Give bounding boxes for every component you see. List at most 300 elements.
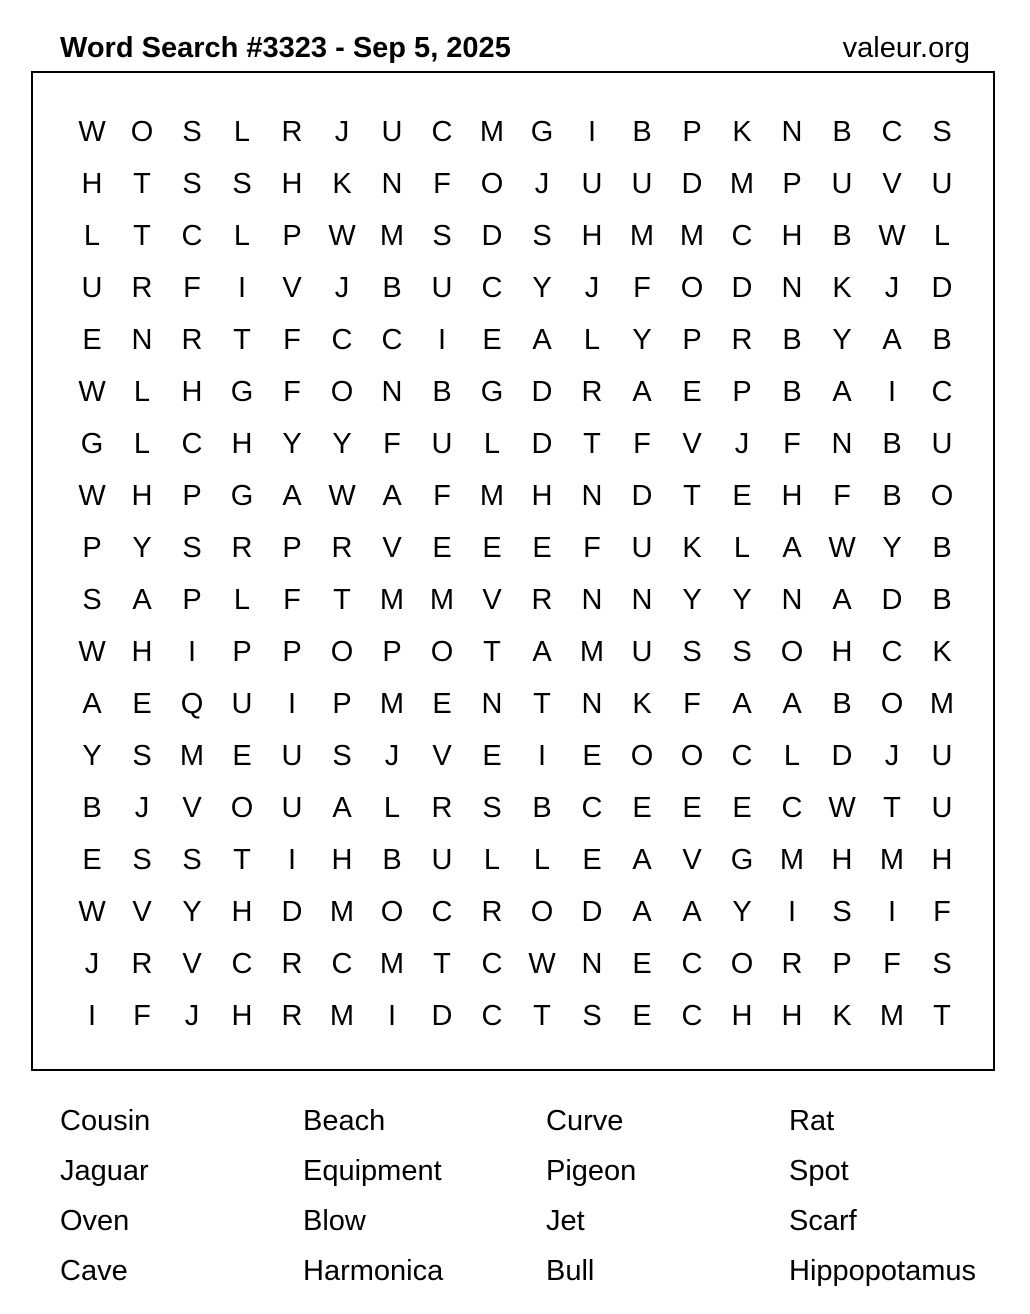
grid-cell[interactable]: E — [432, 688, 452, 720]
grid-cell[interactable]: Y — [532, 272, 552, 304]
grid-cell[interactable]: A — [332, 792, 352, 824]
grid-cell[interactable]: M — [379, 688, 405, 720]
grid-cell[interactable]: P — [182, 584, 202, 616]
grid-cell[interactable]: B — [782, 376, 802, 408]
grid-cell[interactable]: T — [333, 584, 351, 616]
grid-cell[interactable]: H — [131, 636, 153, 668]
grid-cell[interactable]: L — [583, 324, 601, 356]
grid-cell[interactable]: U — [281, 792, 303, 824]
grid-cell[interactable]: U — [631, 532, 653, 564]
grid-cell[interactable]: L — [83, 220, 101, 252]
grid-cell[interactable]: B — [632, 116, 652, 148]
grid-cell[interactable]: S — [182, 532, 202, 564]
grid-cell[interactable]: E — [582, 740, 602, 772]
grid-cell[interactable]: R — [431, 792, 453, 824]
grid-cell[interactable]: J — [534, 168, 550, 200]
grid-cell[interactable]: K — [832, 1000, 852, 1032]
grid-cell[interactable]: Y — [332, 428, 352, 460]
grid-cell[interactable]: P — [682, 116, 702, 148]
grid-cell[interactable]: W — [828, 532, 856, 564]
grid-cell[interactable]: B — [382, 272, 402, 304]
grid-cell[interactable]: L — [133, 428, 151, 460]
grid-cell[interactable]: T — [533, 1000, 551, 1032]
grid-cell[interactable]: A — [882, 324, 902, 356]
grid-cell[interactable]: C — [231, 948, 253, 980]
grid-cell[interactable]: R — [281, 1000, 303, 1032]
grid-cell[interactable]: L — [233, 584, 251, 616]
grid-cell[interactable]: I — [887, 896, 897, 928]
grid-cell[interactable]: Y — [682, 584, 702, 616]
grid-cell[interactable]: B — [932, 532, 952, 564]
grid-cell[interactable]: M — [379, 948, 405, 980]
grid-cell[interactable]: S — [82, 584, 102, 616]
grid-cell[interactable]: K — [682, 532, 702, 564]
grid-cell[interactable]: C — [581, 792, 603, 824]
grid-cell[interactable]: R — [181, 324, 203, 356]
grid-cell[interactable]: D — [481, 220, 503, 252]
grid-cell[interactable]: N — [581, 688, 603, 720]
grid-cell[interactable]: C — [481, 948, 503, 980]
grid-cell[interactable]: F — [933, 896, 951, 928]
grid-cell[interactable]: A — [532, 324, 552, 356]
grid-cell[interactable]: L — [133, 376, 151, 408]
grid-cell[interactable]: S — [482, 792, 502, 824]
grid-cell[interactable]: M — [329, 1000, 355, 1032]
grid-cell[interactable]: I — [787, 896, 797, 928]
grid-cell[interactable]: R — [331, 532, 353, 564]
grid-cell[interactable]: D — [431, 1000, 453, 1032]
grid-cell[interactable]: V — [682, 428, 702, 460]
grid-cell[interactable]: B — [432, 376, 452, 408]
grid-cell[interactable]: R — [731, 324, 753, 356]
grid-cell[interactable]: Q — [180, 688, 204, 720]
grid-cell[interactable]: T — [933, 1000, 951, 1032]
grid-cell[interactable]: N — [781, 584, 803, 616]
grid-cell[interactable]: C — [331, 324, 353, 356]
grid-cell[interactable]: F — [183, 272, 201, 304]
grid-cell[interactable]: R — [481, 896, 503, 928]
grid-cell[interactable]: H — [531, 480, 553, 512]
grid-cell[interactable]: H — [781, 1000, 803, 1032]
grid-cell[interactable]: N — [581, 480, 603, 512]
grid-cell[interactable]: L — [233, 220, 251, 252]
grid-cell[interactable]: S — [332, 740, 352, 772]
grid-cell[interactable]: F — [383, 428, 401, 460]
grid-cell[interactable]: U — [631, 636, 653, 668]
grid-cell[interactable]: M — [329, 896, 355, 928]
grid-cell[interactable]: N — [781, 272, 803, 304]
grid-cell[interactable]: B — [382, 844, 402, 876]
grid-cell[interactable]: P — [282, 636, 302, 668]
grid-cell[interactable]: W — [328, 220, 356, 252]
grid-cell[interactable]: R — [581, 376, 603, 408]
grid-cell[interactable]: A — [632, 376, 652, 408]
grid-cell[interactable]: F — [633, 428, 651, 460]
grid-cell[interactable]: I — [287, 688, 297, 720]
grid-cell[interactable]: O — [880, 688, 904, 720]
grid-cell[interactable]: F — [133, 1000, 151, 1032]
grid-cell[interactable]: S — [132, 844, 152, 876]
grid-cell[interactable]: E — [632, 792, 652, 824]
grid-cell[interactable]: S — [532, 220, 552, 252]
grid-cell[interactable]: D — [531, 376, 553, 408]
grid-cell[interactable]: C — [381, 324, 403, 356]
grid-cell[interactable]: I — [237, 272, 247, 304]
grid-cell[interactable]: L — [483, 844, 501, 876]
grid-cell[interactable]: O — [330, 376, 354, 408]
grid-cell[interactable]: O — [680, 272, 704, 304]
grid-cell[interactable]: I — [87, 1000, 97, 1032]
grid-cell[interactable]: J — [334, 272, 350, 304]
grid-cell[interactable]: L — [233, 116, 251, 148]
grid-cell[interactable]: M — [679, 220, 705, 252]
grid-cell[interactable]: U — [381, 116, 403, 148]
grid-cell[interactable]: D — [931, 272, 953, 304]
grid-cell[interactable]: O — [480, 168, 504, 200]
grid-cell[interactable]: D — [281, 896, 303, 928]
grid-cell[interactable]: K — [732, 116, 752, 148]
grid-cell[interactable]: G — [530, 116, 554, 148]
grid-cell[interactable]: M — [879, 1000, 905, 1032]
grid-cell[interactable]: D — [681, 168, 703, 200]
grid-cell[interactable]: J — [584, 272, 600, 304]
grid-cell[interactable]: O — [680, 740, 704, 772]
grid-cell[interactable]: A — [82, 688, 102, 720]
grid-cell[interactable]: N — [631, 584, 653, 616]
grid-cell[interactable]: V — [382, 532, 402, 564]
grid-cell[interactable]: H — [231, 428, 253, 460]
grid-cell[interactable]: A — [732, 688, 752, 720]
grid-cell[interactable]: M — [779, 844, 805, 876]
grid-cell[interactable]: G — [730, 844, 754, 876]
grid-cell[interactable]: R — [231, 532, 253, 564]
grid-cell[interactable]: I — [187, 636, 197, 668]
grid-cell[interactable]: G — [230, 376, 254, 408]
grid-cell[interactable]: U — [931, 792, 953, 824]
grid-cell[interactable]: V — [132, 896, 152, 928]
grid-cell[interactable]: E — [632, 948, 652, 980]
grid-cell[interactable]: D — [531, 428, 553, 460]
grid-cell[interactable]: A — [782, 532, 802, 564]
grid-cell[interactable]: I — [887, 376, 897, 408]
grid-cell[interactable]: N — [381, 168, 403, 200]
grid-cell[interactable]: N — [781, 116, 803, 148]
grid-cell[interactable]: V — [682, 844, 702, 876]
grid-cell[interactable]: I — [437, 324, 447, 356]
grid-cell[interactable]: T — [433, 948, 451, 980]
grid-cell[interactable]: T — [883, 792, 901, 824]
grid-cell[interactable]: M — [729, 168, 755, 200]
grid-cell[interactable]: G — [230, 480, 254, 512]
grid-cell[interactable]: S — [932, 948, 952, 980]
grid-cell[interactable]: U — [931, 168, 953, 200]
grid-cell[interactable]: Y — [82, 740, 102, 772]
grid-cell[interactable]: D — [581, 896, 603, 928]
grid-cell[interactable]: O — [380, 896, 404, 928]
grid-cell[interactable]: A — [632, 896, 652, 928]
grid-cell[interactable]: E — [82, 844, 102, 876]
grid-cell[interactable]: I — [287, 844, 297, 876]
grid-cell[interactable]: A — [632, 844, 652, 876]
grid-cell[interactable]: R — [281, 116, 303, 148]
grid-cell[interactable]: F — [283, 584, 301, 616]
grid-cell[interactable]: E — [482, 324, 502, 356]
grid-cell[interactable]: B — [782, 324, 802, 356]
grid-cell[interactable]: A — [782, 688, 802, 720]
grid-cell[interactable]: J — [384, 740, 400, 772]
grid-cell[interactable]: U — [431, 428, 453, 460]
grid-cell[interactable]: W — [78, 896, 106, 928]
grid-cell[interactable]: Y — [282, 428, 302, 460]
grid-cell[interactable]: B — [832, 116, 852, 148]
grid-cell[interactable]: U — [581, 168, 603, 200]
grid-cell[interactable]: S — [182, 168, 202, 200]
grid-cell[interactable]: D — [881, 584, 903, 616]
grid-cell[interactable]: O — [730, 948, 754, 980]
grid-cell[interactable]: F — [583, 532, 601, 564]
grid-cell[interactable]: E — [482, 740, 502, 772]
grid-cell[interactable]: C — [931, 376, 953, 408]
grid-cell[interactable]: U — [281, 740, 303, 772]
grid-cell[interactable]: P — [332, 688, 352, 720]
grid-cell[interactable]: A — [832, 584, 852, 616]
grid-cell[interactable]: P — [282, 532, 302, 564]
grid-cell[interactable]: O — [430, 636, 454, 668]
grid-cell[interactable]: Y — [732, 584, 752, 616]
grid-cell[interactable]: L — [533, 844, 551, 876]
grid-cell[interactable]: S — [182, 116, 202, 148]
grid-cell[interactable]: E — [82, 324, 102, 356]
grid-cell[interactable]: J — [884, 272, 900, 304]
grid-cell[interactable]: E — [232, 740, 252, 772]
grid-cell[interactable]: C — [681, 948, 703, 980]
grid-cell[interactable]: R — [781, 948, 803, 980]
grid-cell[interactable]: Y — [632, 324, 652, 356]
grid-cell[interactable]: P — [382, 636, 402, 668]
grid-cell[interactable]: U — [931, 740, 953, 772]
grid-cell[interactable]: U — [81, 272, 103, 304]
grid-cell[interactable]: T — [533, 688, 551, 720]
grid-cell[interactable]: M — [629, 220, 655, 252]
grid-cell[interactable]: B — [882, 480, 902, 512]
grid-cell[interactable]: B — [932, 324, 952, 356]
grid-cell[interactable]: A — [682, 896, 702, 928]
grid-cell[interactable]: J — [184, 1000, 200, 1032]
grid-cell[interactable]: U — [431, 272, 453, 304]
grid-cell[interactable]: C — [331, 948, 353, 980]
grid-cell[interactable]: B — [832, 220, 852, 252]
grid-cell[interactable]: S — [132, 740, 152, 772]
grid-cell[interactable]: P — [182, 480, 202, 512]
grid-cell[interactable]: V — [882, 168, 902, 200]
grid-cell[interactable]: N — [581, 948, 603, 980]
grid-cell[interactable]: S — [232, 168, 252, 200]
grid-cell[interactable]: F — [433, 168, 451, 200]
grid-cell[interactable]: C — [181, 220, 203, 252]
grid-cell[interactable]: V — [182, 948, 202, 980]
grid-cell[interactable]: L — [933, 220, 951, 252]
grid-cell[interactable]: W — [78, 480, 106, 512]
grid-cell[interactable]: O — [130, 116, 154, 148]
grid-cell[interactable]: S — [932, 116, 952, 148]
grid-cell[interactable]: F — [833, 480, 851, 512]
grid-cell[interactable]: H — [231, 1000, 253, 1032]
grid-cell[interactable]: U — [831, 168, 853, 200]
grid-cell[interactable]: O — [530, 896, 554, 928]
grid-cell[interactable]: W — [78, 376, 106, 408]
grid-cell[interactable]: F — [633, 272, 651, 304]
grid-cell[interactable]: C — [431, 896, 453, 928]
grid-cell[interactable]: J — [334, 116, 350, 148]
grid-cell[interactable]: R — [281, 948, 303, 980]
grid-cell[interactable]: H — [331, 844, 353, 876]
grid-cell[interactable]: M — [379, 584, 405, 616]
grid-cell[interactable]: H — [581, 220, 603, 252]
grid-cell[interactable]: H — [731, 1000, 753, 1032]
grid-cell[interactable]: C — [431, 116, 453, 148]
grid-cell[interactable]: H — [131, 480, 153, 512]
grid-cell[interactable]: C — [731, 740, 753, 772]
grid-cell[interactable]: A — [532, 636, 552, 668]
grid-cell[interactable]: C — [881, 116, 903, 148]
grid-cell[interactable]: O — [630, 740, 654, 772]
grid-cell[interactable]: M — [479, 116, 505, 148]
grid-cell[interactable]: E — [632, 1000, 652, 1032]
grid-cell[interactable]: W — [828, 792, 856, 824]
grid-cell[interactable]: D — [831, 740, 853, 772]
grid-cell[interactable]: E — [732, 480, 752, 512]
grid-cell[interactable]: B — [82, 792, 102, 824]
grid-cell[interactable]: I — [387, 1000, 397, 1032]
grid-cell[interactable]: H — [81, 168, 103, 200]
grid-cell[interactable]: I — [587, 116, 597, 148]
grid-cell[interactable]: F — [783, 428, 801, 460]
grid-cell[interactable]: N — [131, 324, 153, 356]
grid-cell[interactable]: H — [831, 844, 853, 876]
grid-cell[interactable]: P — [282, 220, 302, 252]
grid-cell[interactable]: O — [230, 792, 254, 824]
grid-cell[interactable]: W — [328, 480, 356, 512]
grid-cell[interactable]: V — [482, 584, 502, 616]
grid-cell[interactable]: W — [78, 116, 106, 148]
grid-cell[interactable]: F — [433, 480, 451, 512]
grid-cell[interactable]: A — [382, 480, 402, 512]
grid-cell[interactable]: M — [379, 220, 405, 252]
grid-cell[interactable]: D — [631, 480, 653, 512]
grid-cell[interactable]: V — [182, 792, 202, 824]
grid-cell[interactable]: R — [131, 272, 153, 304]
grid-cell[interactable]: M — [479, 480, 505, 512]
grid-cell[interactable]: G — [80, 428, 104, 460]
grid-cell[interactable]: I — [537, 740, 547, 772]
grid-cell[interactable]: Y — [732, 896, 752, 928]
grid-cell[interactable]: V — [432, 740, 452, 772]
grid-cell[interactable]: W — [528, 948, 556, 980]
grid-cell[interactable]: H — [831, 636, 853, 668]
grid-cell[interactable]: J — [884, 740, 900, 772]
grid-cell[interactable]: O — [330, 636, 354, 668]
grid-cell[interactable]: Y — [132, 532, 152, 564]
grid-cell[interactable]: T — [133, 168, 151, 200]
grid-cell[interactable]: J — [84, 948, 100, 980]
grid-cell[interactable]: A — [282, 480, 302, 512]
grid-cell[interactable]: U — [631, 168, 653, 200]
grid-cell[interactable]: T — [133, 220, 151, 252]
grid-cell[interactable]: F — [283, 376, 301, 408]
grid-cell[interactable]: E — [482, 532, 502, 564]
grid-cell[interactable]: S — [182, 844, 202, 876]
grid-cell[interactable]: S — [582, 1000, 602, 1032]
grid-cell[interactable]: S — [732, 636, 752, 668]
grid-cell[interactable]: V — [282, 272, 302, 304]
grid-cell[interactable]: N — [481, 688, 503, 720]
grid-cell[interactable]: C — [881, 636, 903, 668]
grid-cell[interactable]: M — [579, 636, 605, 668]
grid-cell[interactable]: L — [483, 428, 501, 460]
grid-cell[interactable]: L — [383, 792, 401, 824]
grid-cell[interactable]: N — [581, 584, 603, 616]
grid-cell[interactable]: C — [681, 1000, 703, 1032]
grid-cell[interactable]: O — [780, 636, 804, 668]
grid-cell[interactable]: M — [929, 688, 955, 720]
grid-cell[interactable]: E — [732, 792, 752, 824]
grid-cell[interactable]: G — [480, 376, 504, 408]
grid-cell[interactable]: T — [233, 844, 251, 876]
grid-cell[interactable]: C — [731, 220, 753, 252]
grid-cell[interactable]: E — [682, 376, 702, 408]
grid-cell[interactable]: P — [232, 636, 252, 668]
grid-cell[interactable]: W — [878, 220, 906, 252]
grid-cell[interactable]: A — [832, 376, 852, 408]
grid-cell[interactable]: T — [683, 480, 701, 512]
grid-cell[interactable]: B — [532, 792, 552, 824]
grid-cell[interactable]: D — [731, 272, 753, 304]
grid-cell[interactable]: N — [381, 376, 403, 408]
grid-cell[interactable]: C — [781, 792, 803, 824]
grid-cell[interactable]: N — [831, 428, 853, 460]
grid-cell[interactable]: K — [632, 688, 652, 720]
grid-cell[interactable]: B — [832, 688, 852, 720]
grid-cell[interactable]: B — [932, 584, 952, 616]
grid-cell[interactable]: T — [483, 636, 501, 668]
grid-cell[interactable]: E — [682, 792, 702, 824]
grid-cell[interactable]: F — [683, 688, 701, 720]
grid-cell[interactable]: H — [231, 896, 253, 928]
grid-cell[interactable]: E — [532, 532, 552, 564]
grid-cell[interactable]: R — [131, 948, 153, 980]
grid-cell[interactable]: M — [879, 844, 905, 876]
grid-cell[interactable]: E — [582, 844, 602, 876]
grid-cell[interactable]: F — [283, 324, 301, 356]
grid-cell[interactable]: H — [931, 844, 953, 876]
grid-cell[interactable]: K — [332, 168, 352, 200]
grid-cell[interactable]: J — [734, 428, 750, 460]
grid-cell[interactable]: U — [431, 844, 453, 876]
grid-cell[interactable]: R — [531, 584, 553, 616]
grid-cell[interactable]: C — [481, 1000, 503, 1032]
grid-cell[interactable]: M — [429, 584, 455, 616]
grid-cell[interactable]: P — [732, 376, 752, 408]
grid-cell[interactable]: K — [932, 636, 952, 668]
grid-cell[interactable]: H — [181, 376, 203, 408]
grid-cell[interactable]: P — [832, 948, 852, 980]
grid-cell[interactable]: J — [134, 792, 150, 824]
grid-cell[interactable]: T — [233, 324, 251, 356]
grid-cell[interactable]: M — [179, 740, 205, 772]
grid-cell[interactable]: L — [733, 532, 751, 564]
grid-cell[interactable]: S — [832, 896, 852, 928]
grid-cell[interactable]: A — [132, 584, 152, 616]
